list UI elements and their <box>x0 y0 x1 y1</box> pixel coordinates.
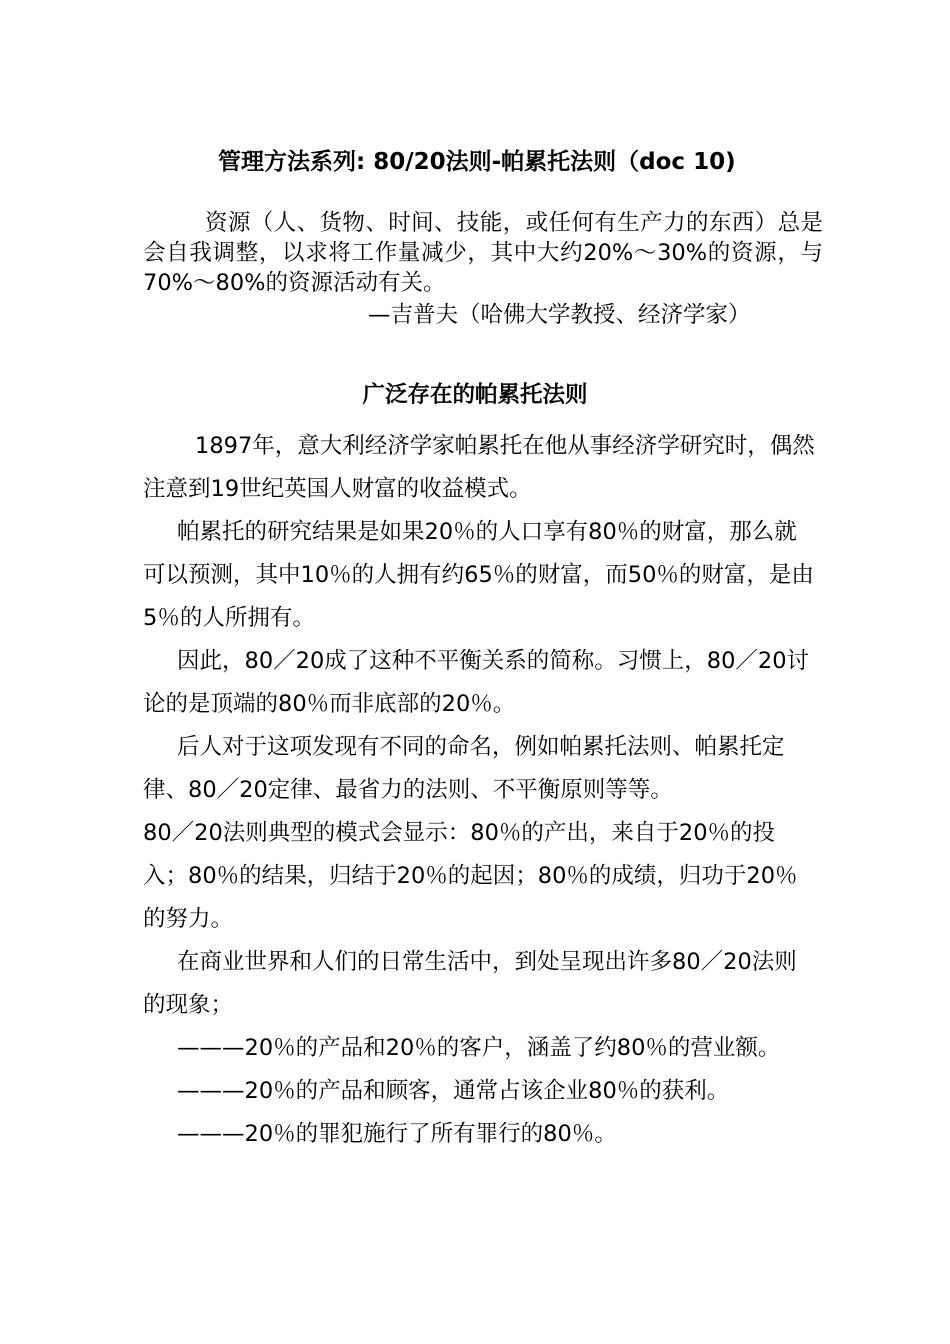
paragraph-naming: 后人对于这项发现有不同的命名，例如帕累托法则、帕累托定律、80／20定律、最省力的法则、不平衡原则等等。 <box>143 734 785 803</box>
epigraph-quote: 资源（人、货物、时间、技能，或任何有生产力的东西）总是会自我调整，以求将工作量减少，其中大约20%～30%的资源，与70%～80%的资源活动有关。 <box>143 210 823 296</box>
document-title: 管理方法系列: 80/20法则-帕累托法则（doc 10) <box>218 149 736 175</box>
list-item: ———20％的产品和顾客，通常占该企业80％的获利。 <box>177 1078 730 1104</box>
list-item: ———20％的罪犯施行了所有罪行的80％。 <box>177 1121 617 1147</box>
body-text <box>143 425 815 1156</box>
paragraph-typical-pattern: 80／20法则典型的模式会显示：80％的产出，来自于20％的投入；80％的结果，归结于20％的起因；80％的成绩，归功于20％的努力。 <box>143 820 798 932</box>
paragraph-research-result: 帕累托的研究结果是如果20％的人口享有80％的财富，那么就可以预测，其中10％的人拥有约65％的财富，而50％的财富，是由5％的人所拥有。 <box>143 519 814 631</box>
paragraph-abbreviation: 因此，80／20成了这种不平衡关系的简称。习惯上，80／20讨论的是顶端的80％而非底部的20％。 <box>143 648 810 717</box>
paragraph-history: 1897年，意大利经济学家帕累托在他从事经济学研究时，偶然注意到19世纪英国人财富的收益模式。 <box>143 433 815 502</box>
paragraph-business-world: 在商业世界和人们的日常生活中，到处呈现出许多80／20法则的现象； <box>143 949 797 1018</box>
list-item: ———20％的产品和20％的客户，涵盖了约80％的营业额。 <box>177 1035 781 1061</box>
section-heading: 广泛存在的帕累托法则 <box>362 382 588 408</box>
epigraph-author: —吉普夫（哈佛大学教授、经济学家） <box>368 302 751 328</box>
